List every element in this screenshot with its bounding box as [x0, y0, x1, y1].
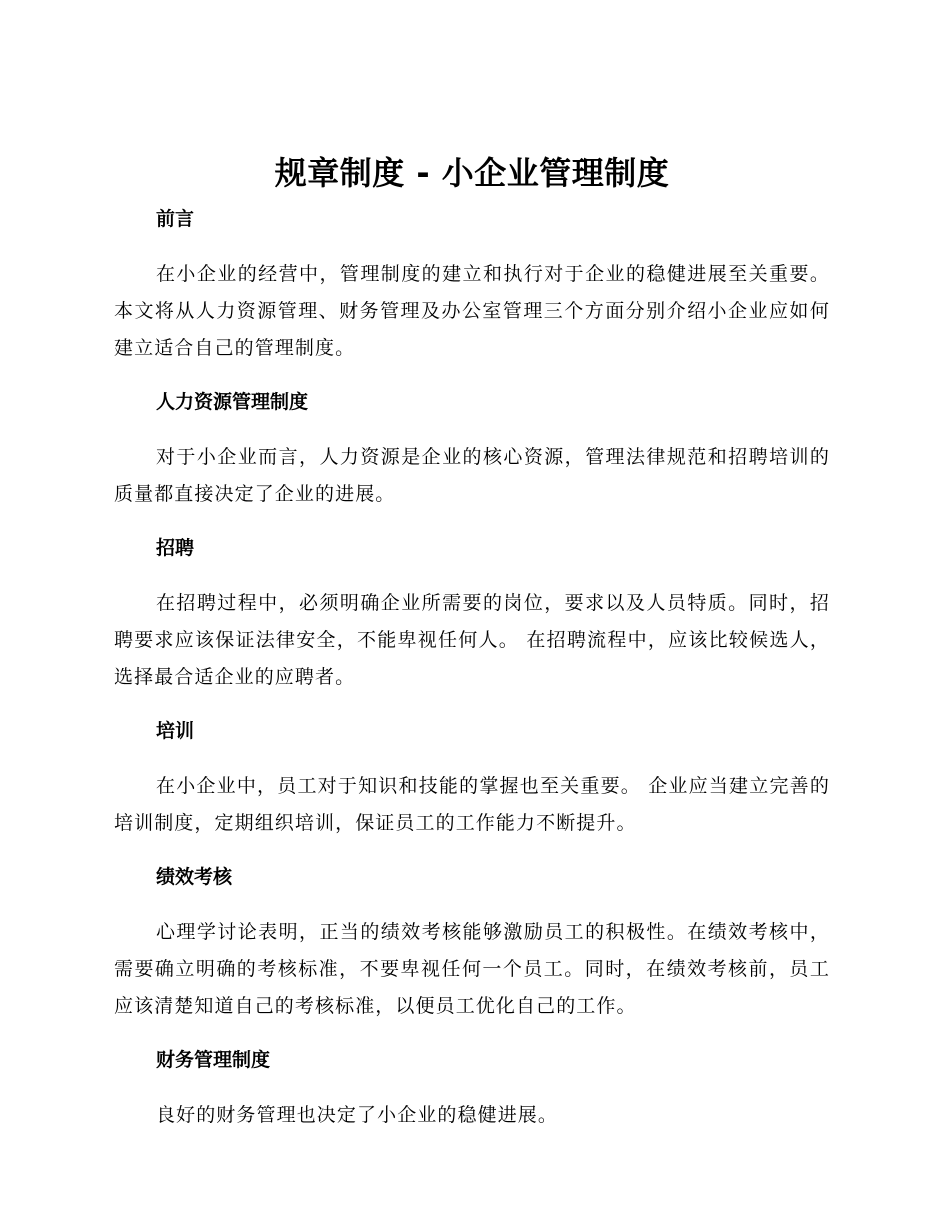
section-paragraph-recruitment: 在招聘过程中，必须明确企业所需要的岗位，要求以及人员特质。同时，招聘要求应该保证法律安全，不能卑视任何人。 在招聘流程中，应该比较候选人，选择最合适企业的应聘者。 — [114, 592, 830, 688]
section-heading-finance: 财务管理制度 — [156, 1049, 271, 1071]
section-heading-hr-management: 人力资源管理制度 — [156, 391, 309, 413]
section-heading-training: 培训 — [156, 720, 195, 742]
section-paragraph-preface: 在小企业的经营中，管理制度的建立和执行对于企业的稳健进展至关重要。本文将从人力资源管理、财务管理及办公室管理三个方面分别介绍小企业应如何建立适合自己的管理制度。 — [114, 263, 830, 359]
document-title: 规章制度 - 小企业管理制度 — [274, 154, 670, 192]
section-paragraph-training: 在小企业中，员工对于知识和技能的掌握也至关重要。 企业应当建立完善的培训制度，定期组织培训，保证员工的工作能力不断提升。 — [114, 775, 830, 834]
section-heading-recruitment: 招聘 — [156, 537, 195, 559]
document-page — [114, 150, 830, 1156]
section-heading-performance: 绩效考核 — [156, 866, 233, 888]
section-paragraph-finance: 良好的财务管理也决定了小企业的稳健进展。 — [156, 1104, 559, 1126]
section-heading-preface: 前言 — [156, 208, 195, 230]
section-paragraph-hr-management: 对于小企业而言，人力资源是企业的核心资源，管理法律规范和招聘培训的质量都直接决定了企业的进展。 — [114, 446, 830, 505]
section-paragraph-performance: 心理学讨论表明，正当的绩效考核能够激励员工的积极性。在绩效考核中，需要确立明确的考核标准，不要卑视任何一个员工。同时，在绩效考核前，员工应该清楚知道自己的考核标准，以便员工优化自己的工作。 — [114, 921, 830, 1017]
